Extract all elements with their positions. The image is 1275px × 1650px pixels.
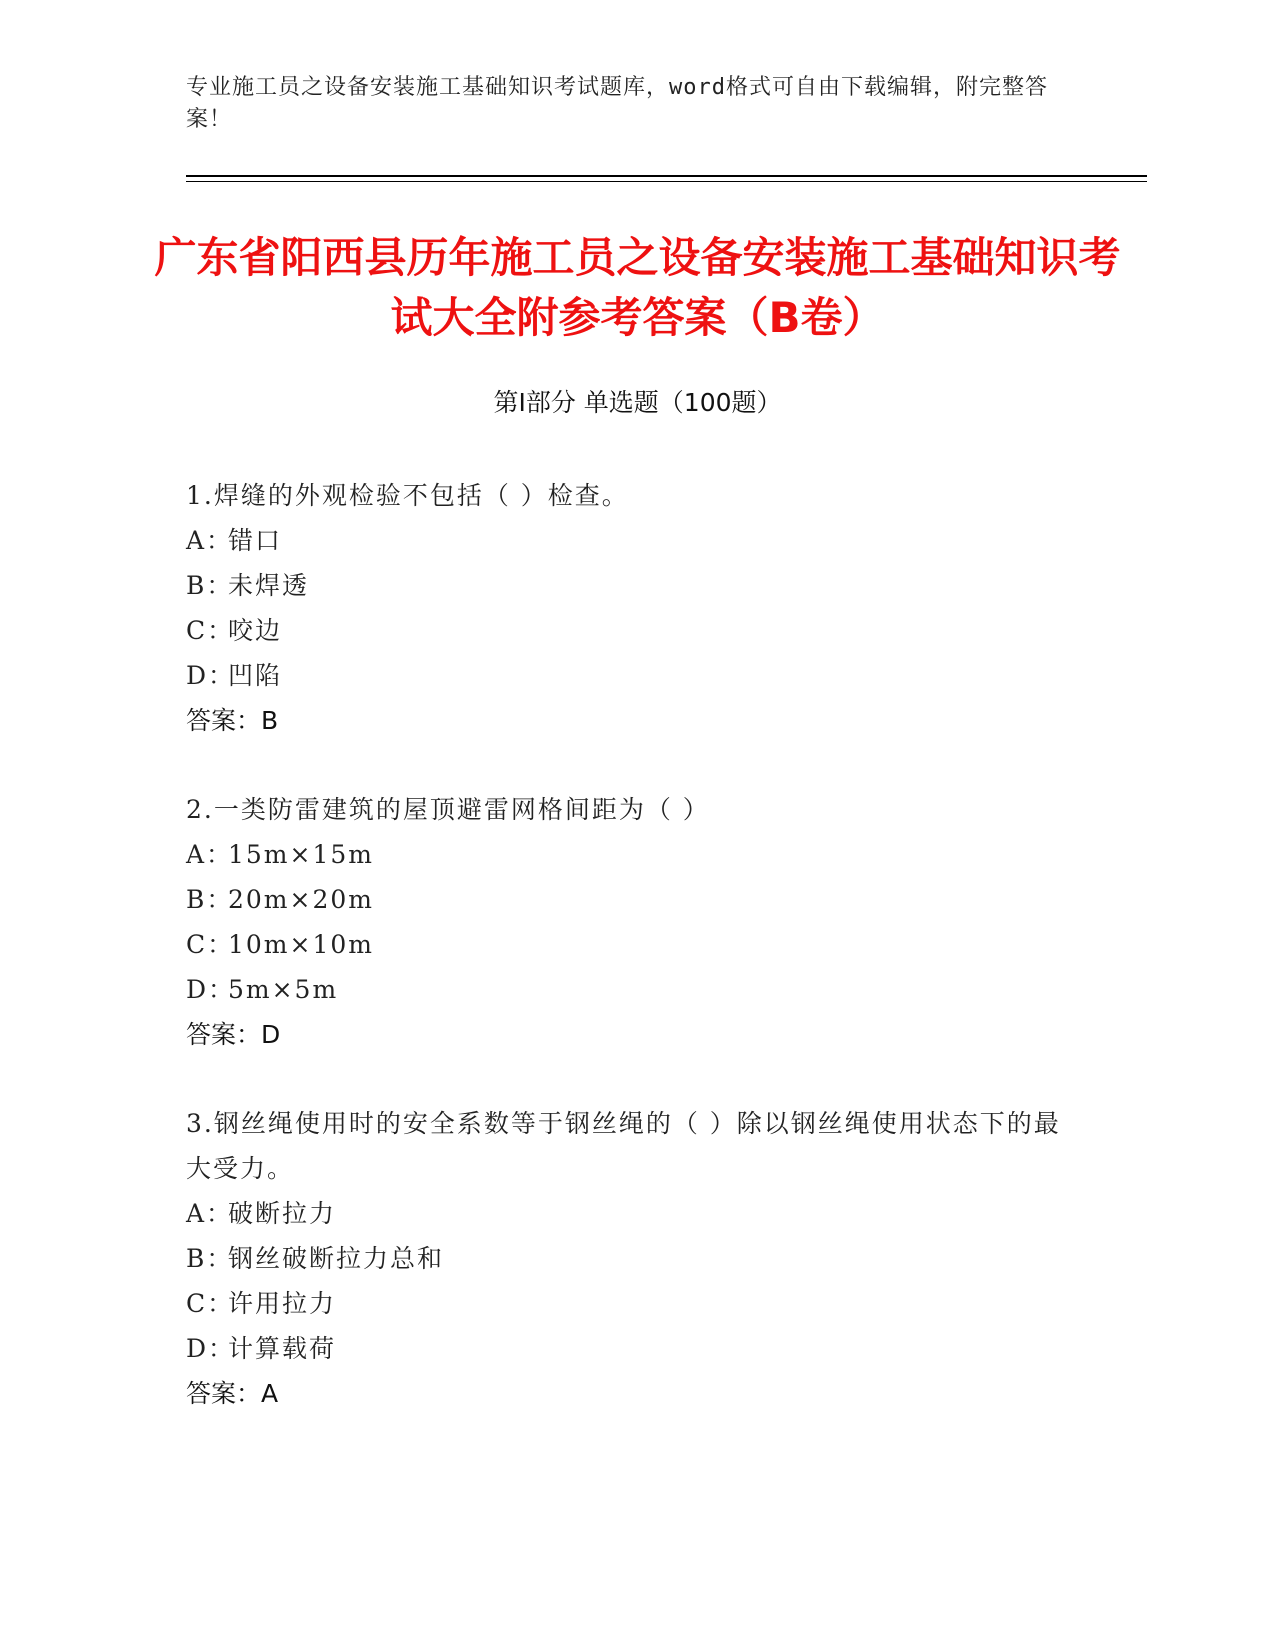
option-key: B： <box>186 571 234 600</box>
option-key: D： <box>186 1334 236 1363</box>
option-a <box>186 832 1086 877</box>
header-rule-thin <box>186 181 1147 182</box>
option-key: D： <box>186 661 236 690</box>
document-title: 广东省阳西县历年施工员之设备安装施工基础知识考试大全附参考答案（B卷） <box>154 233 1121 342</box>
option-c <box>186 608 1086 653</box>
option-key: B： <box>186 1244 234 1273</box>
option-a <box>186 518 1086 563</box>
option-b <box>186 563 1086 608</box>
answer: 答案：B <box>186 706 279 735</box>
question-2 <box>186 787 1086 1057</box>
option-d <box>186 967 1086 1012</box>
option-text: 20m×20m <box>228 885 374 914</box>
option-text: 5m×5m <box>228 975 339 1004</box>
option-text: 破断拉力 <box>228 1199 337 1228</box>
option-key: D： <box>186 975 236 1004</box>
option-b <box>186 1236 1086 1281</box>
option-c <box>186 922 1086 967</box>
option-key: C： <box>186 930 235 959</box>
option-key: C： <box>186 616 235 645</box>
option-key: A： <box>186 1199 234 1228</box>
option-a <box>186 1191 1086 1236</box>
question-stem: 1.焊缝的外观检验不包括（ ）检查。 <box>186 481 629 510</box>
option-text: 错口 <box>228 526 283 555</box>
question-list <box>186 473 1086 1460</box>
answer: 答案：D <box>186 1020 281 1049</box>
header-note: 专业施工员之设备安装施工基础知识考试题库，word格式可自由下载编辑，附完整答案！ <box>186 75 1048 132</box>
option-b <box>186 877 1086 922</box>
option-key: A： <box>186 840 234 869</box>
option-text: 咬边 <box>228 616 283 645</box>
option-text: 凹陷 <box>228 661 283 690</box>
answer: 答案：A <box>186 1379 279 1408</box>
option-text: 许用拉力 <box>228 1289 337 1318</box>
option-text: 钢丝破断拉力总和 <box>228 1244 445 1273</box>
question-1 <box>186 473 1086 743</box>
option-d <box>186 653 1086 698</box>
question-stem: 2.一类防雷建筑的屋顶避雷网格间距为（ ） <box>186 795 710 824</box>
header-rule-thick <box>186 175 1147 177</box>
option-text: 未焊透 <box>228 571 310 600</box>
option-text: 计算载荷 <box>228 1334 337 1363</box>
option-text: 15m×15m <box>228 840 374 869</box>
option-d <box>186 1326 1086 1371</box>
section-title: 第Ⅰ部分 单选题（100题） <box>493 388 782 417</box>
option-text: 10m×10m <box>228 930 374 959</box>
option-key: B： <box>186 885 234 914</box>
option-key: A： <box>186 526 234 555</box>
question-stem: 3.钢丝绳使用时的安全系数等于钢丝绳的（ ）除以钢丝绳使用状态下的最大受力。 <box>186 1109 1061 1183</box>
option-c <box>186 1281 1086 1326</box>
question-3 <box>186 1101 1086 1416</box>
option-key: C： <box>186 1289 235 1318</box>
